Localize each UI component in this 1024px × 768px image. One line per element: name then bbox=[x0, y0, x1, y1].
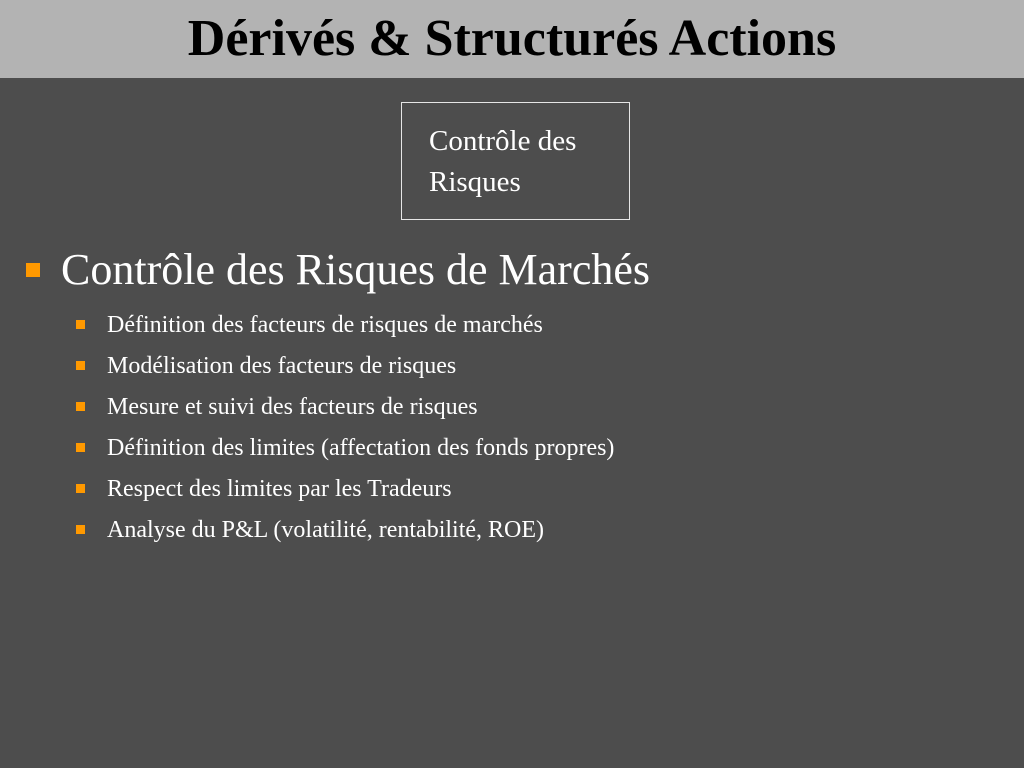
sub-bullet-item bbox=[76, 509, 1006, 550]
sub-bullet-item bbox=[76, 386, 1006, 427]
sub-bullet-text: Mesure et suivi des facteurs de risques bbox=[107, 393, 478, 420]
square-bullet-icon bbox=[76, 361, 85, 370]
slide-title: Dérivés & Structurés Actions bbox=[187, 10, 837, 67]
square-bullet-icon bbox=[76, 443, 85, 452]
section-label-line-1: Contrôle des bbox=[429, 125, 577, 157]
sub-bullet-list bbox=[26, 304, 1006, 550]
sub-bullet-item bbox=[76, 468, 1006, 509]
main-bullet-point bbox=[26, 242, 1006, 298]
sub-bullet-item bbox=[76, 304, 1006, 345]
main-bullet-text: Contrôle des Risques de Marchés bbox=[61, 245, 650, 294]
square-bullet-icon bbox=[76, 320, 85, 329]
sub-bullet-text: Analyse du P&L (volatilité, rentabilité, ROE) bbox=[107, 516, 545, 543]
sub-bullet-text: Définition des facteurs de risques de marchés bbox=[107, 311, 543, 338]
square-bullet-icon bbox=[76, 484, 85, 493]
square-bullet-icon bbox=[26, 263, 40, 277]
sub-bullet-text: Modélisation des facteurs de risques bbox=[107, 352, 457, 379]
section-label-line-2: Risques bbox=[429, 166, 521, 198]
title-bar bbox=[0, 0, 1024, 78]
slide-body bbox=[26, 242, 1006, 550]
sub-bullet-text: Définition des limites (affectation des fonds propres) bbox=[107, 434, 615, 461]
sub-bullet-item bbox=[76, 345, 1006, 386]
sub-bullet-text: Respect des limites par les Tradeurs bbox=[107, 475, 452, 502]
square-bullet-icon bbox=[76, 525, 85, 534]
sub-bullet-item bbox=[76, 427, 1006, 468]
section-label-box bbox=[401, 102, 630, 220]
square-bullet-icon bbox=[76, 402, 85, 411]
